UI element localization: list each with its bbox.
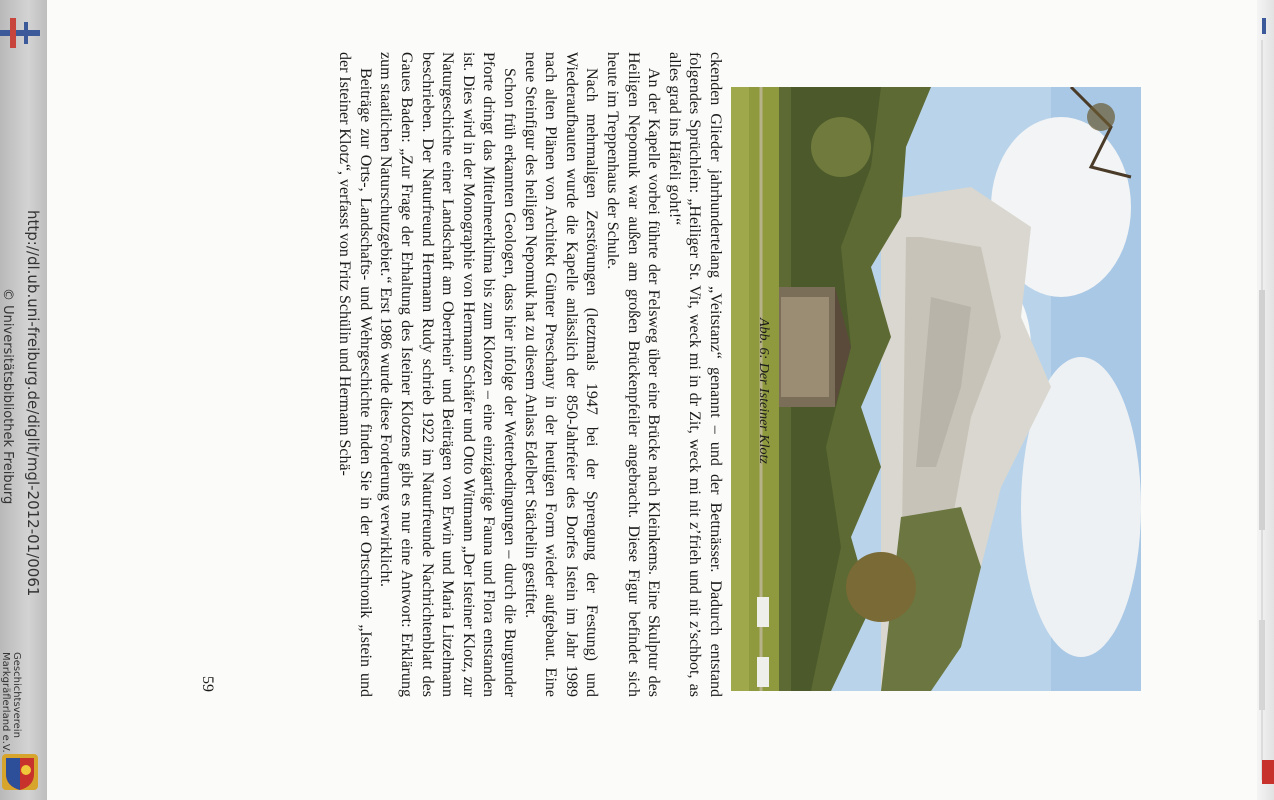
limestone-cliff-photo-icon <box>731 87 1141 691</box>
paragraph-3: Nach mehrmaligen Zerstörungen (letztmals 1947 bei der Sprengung der Festung) und Wiederaufbauten wurde die Kapelle anlässlich der 850-Jahrfeier des Dorfes Istein im Jahr 1989 nach alten Plänen von Architekt Günter Preschany in der heutigen Form wieder aufgebaut. Eine neue Steinfigur des heiligen Nepomuk hat zu diesem Anlass Edelbert Stächelin gestiftet. <box>521 52 601 697</box>
body-text <box>334 52 725 697</box>
bleed-through-icon <box>1258 40 1268 780</box>
edge-mark-icon <box>1262 18 1272 38</box>
publisher-line-2: Markgräflerland e.V. <box>0 652 11 753</box>
copyright-text: © Universitätsbibliothek Freiburg <box>0 288 15 505</box>
paragraph-4: Schon früh erkannten Geologen, dass hier infolge der Wetterbedingungen – durch die Burgunder Pforte dringt das Mittelmeerklima bis zum Klotzen – eine einzigartige Fauna und Flora entstanden ist. Dies wird in der Monographie von Hermann Schäfer und Otto Wittmann „Der Isteiner Klotz, zur Naturgeschichte einer Landschaft am Oberrhein“ und Beiträgen von Erwin und Maria Litzelmann beschrieben. Der Naturfreund Hermann Rudy schrieb 1922 im Naturfreunde Nachrichtenblatt des Gaues Baden: „Zur Frage der Erhaltung des Isteiner Klotzens gibt es nur eine Antwort: Erklärung zum staatlichen Naturschutzgebiet.“ Erst 1986 wurde diese Forderung verwirklicht. <box>377 52 519 697</box>
coat-of-arms-icon <box>0 752 40 792</box>
edge-crest-fragment-icon <box>1262 760 1274 784</box>
paragraph-2: An der Kapelle vorbei führte der Felsweg über eine Brücke nach Kleinkems. Eine Skulptur des Heiligen Nepomuk war außen am großen Brückenpfeiler angebracht. Diese Figur befindet sich heute im Treppenhaus der Schule. <box>604 52 663 697</box>
page-number: 59 <box>199 676 216 692</box>
paragraph-5: Beiträge zur Orts-, Landschafts- und Wehrgeschichte finden Sie in der Ortschronik „Istein und der Isteiner Klotz“, verfasst von Fritz Schülin und Hermann Schä- <box>336 52 374 697</box>
figure-photo <box>731 87 1141 691</box>
publisher-line-1: Geschichtsverein <box>11 652 22 738</box>
publisher-label <box>0 652 22 753</box>
crosshair-mark-icon <box>0 18 40 48</box>
source-url-link[interactable]: http://dl.ub.uni-freiburg.de/diglit/mgl-2012-01/0061 <box>24 210 42 597</box>
paragraph-1: ckenden Glieder jahrhundertelang „Veitstanz“ genannt – und der Bettnässer. Dadurch entstand folgendes Sprüchlein: „Heiliger St. Vit, weck mi in dr Zit, weck mi nit z’frieh und nit z’schbot, as alles grad ins Häfeli goht!“ <box>665 52 724 697</box>
scanned-page <box>47 0 1257 800</box>
figure-caption: Abb. 6: Der Isteiner Klotz <box>756 318 771 464</box>
